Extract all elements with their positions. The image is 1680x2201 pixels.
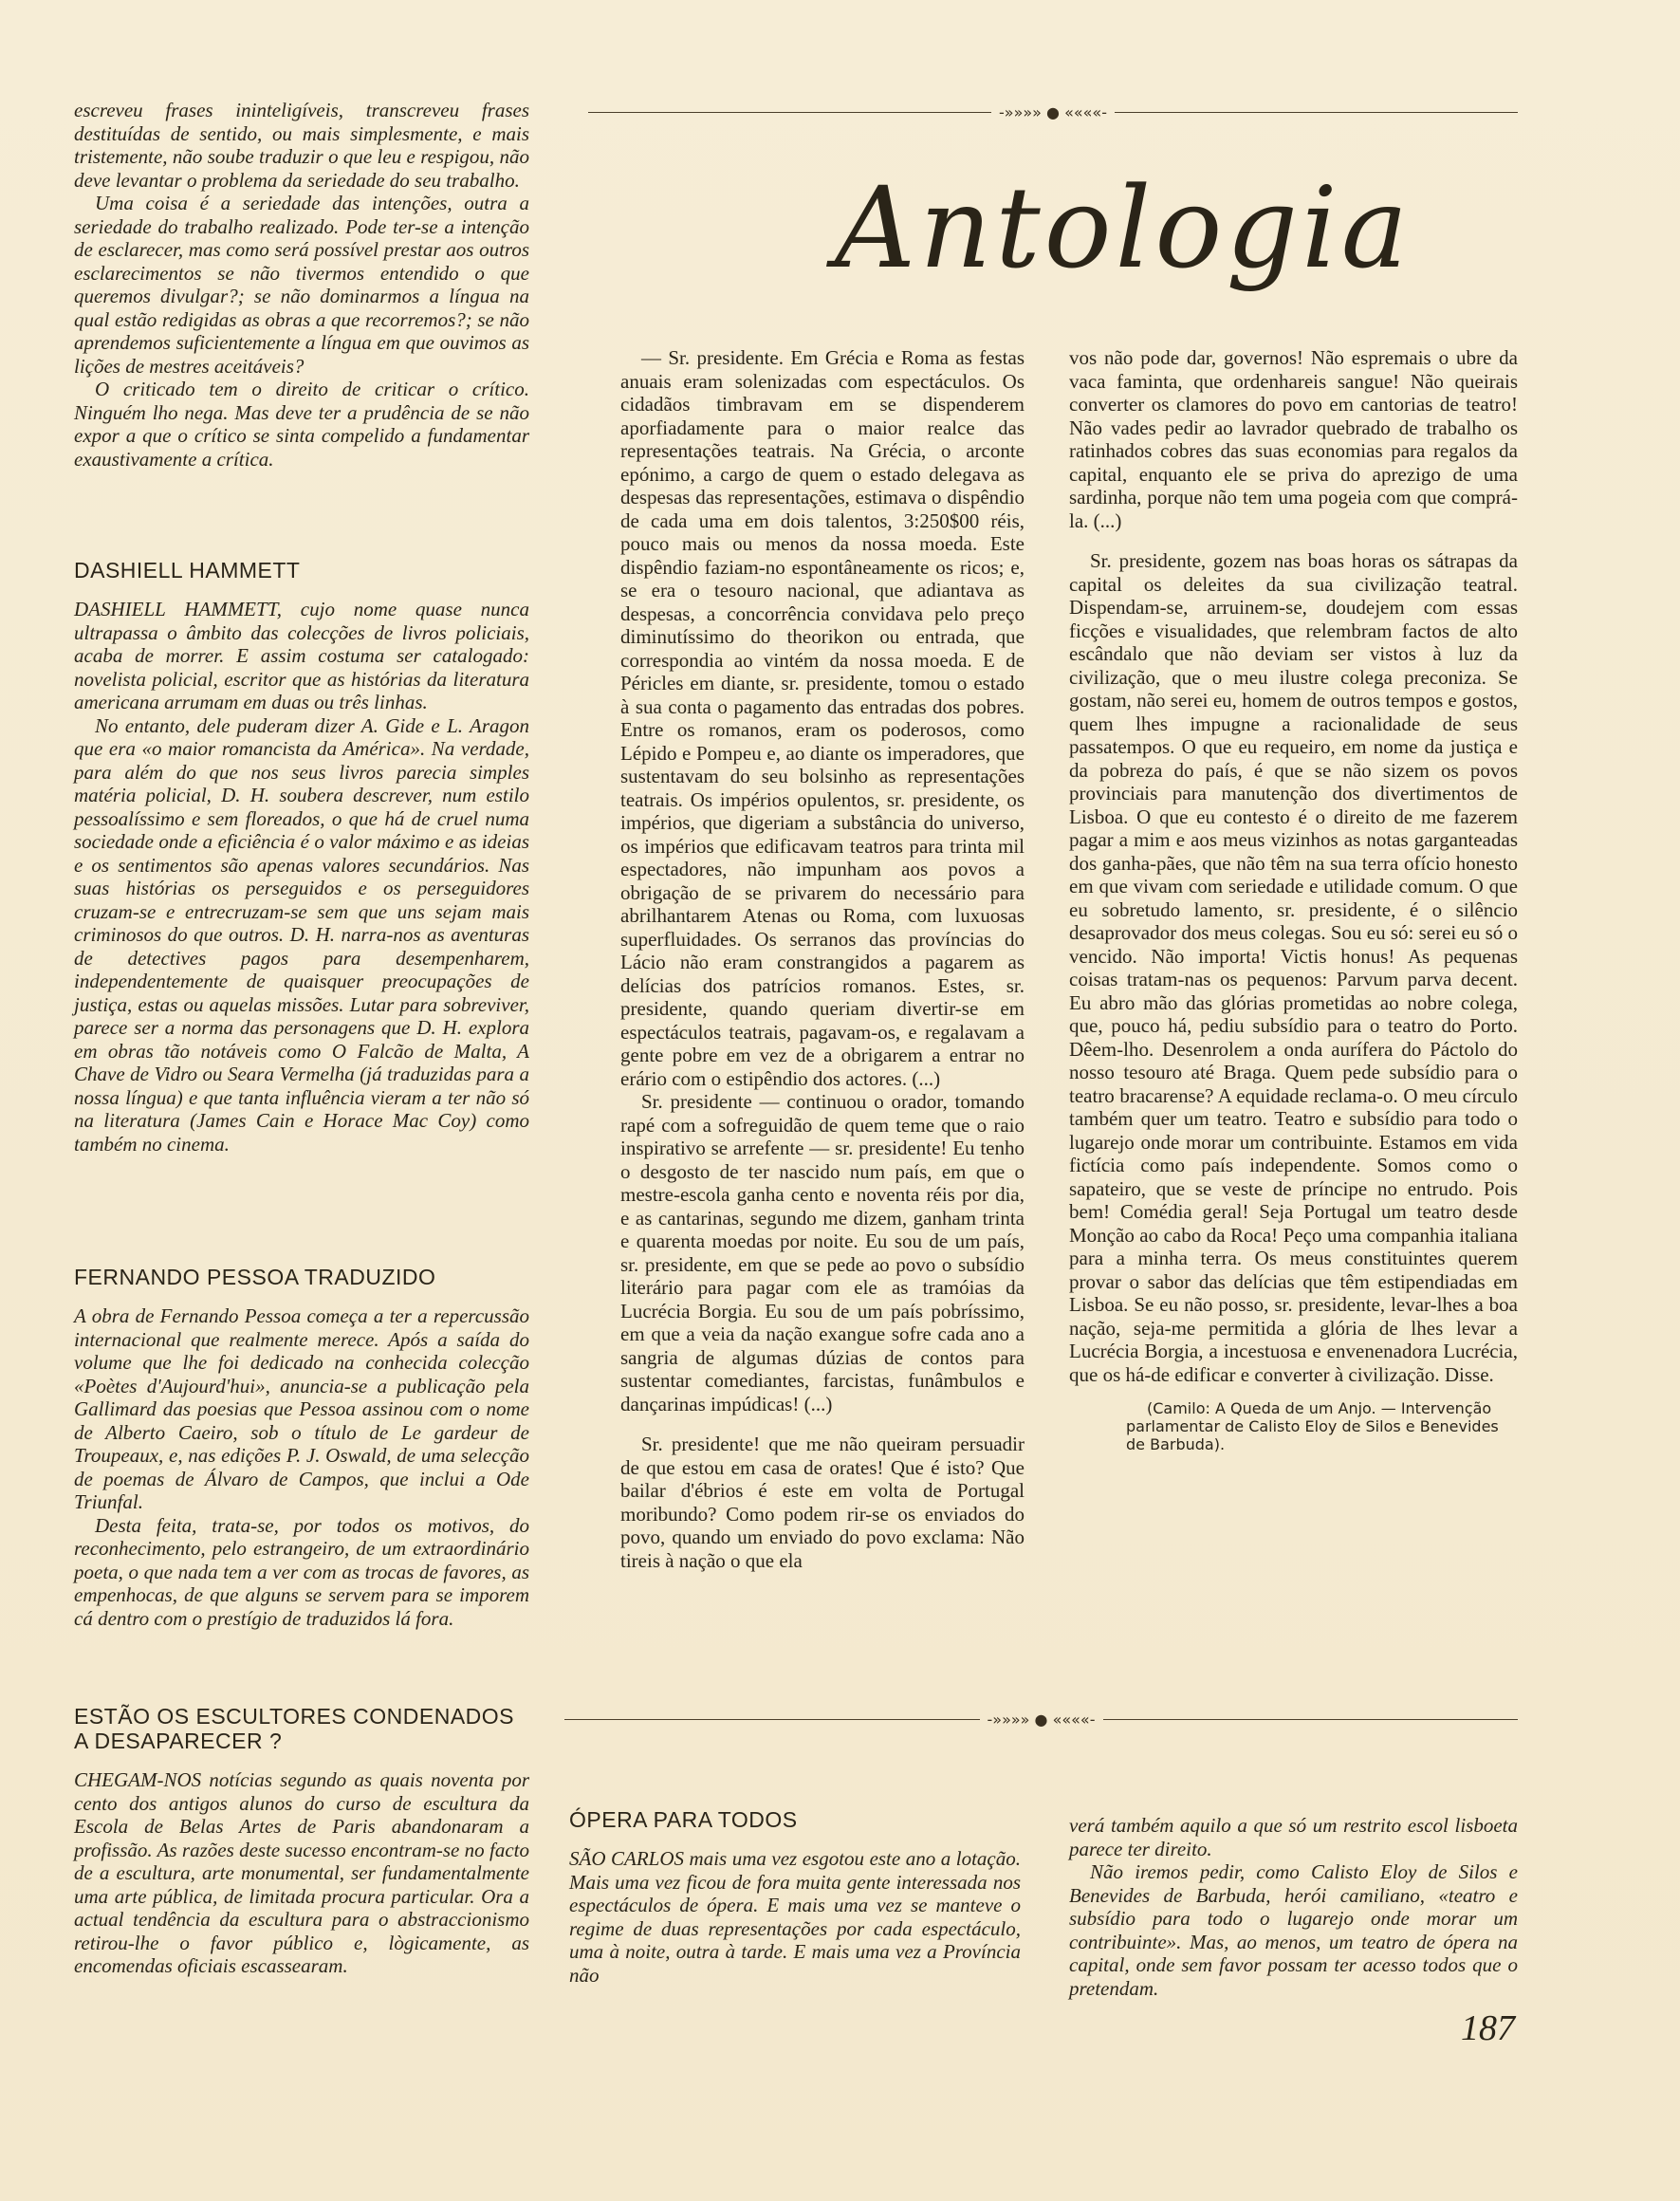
pessoa-section	[74, 1265, 529, 1630]
escultores-section	[74, 1704, 529, 1978]
left-paragraph-3: O criticado tem o direito de criticar o crítico. Ninguém lho nega. Mas deve ter a prudência de se não expor a que o crítico se sinta compelido a fundamentar exaustivamente a crítica.	[74, 378, 529, 471]
ornament-line-right	[1103, 1719, 1519, 1720]
ornament-line-left	[564, 1719, 980, 1720]
antologia-c1-paragraph-2: Sr. presidente — continuou o orador, tomando rapé com a sofreguidão de quem teme que o raio inspirativo se arrefente — sr. presidente! Eu tenho o desgosto de ter nascido num país, em que o mestre-escola ganha cento e noventa réis por dia, e as cantarinas, segundo me dizem, ganham trinta e quarenta moedas por noite. Eu sou de um país, sr. presidente, em que se pede ao povo o subsídio literário para pagar com ele as tramóias da Lucrécia Borgia. Eu sou de um país pobríssimo, em que a veia da nação exangue sofre cada ano a sangria de algumas dúzias de contos para sustentar comediantes, farcistas, funâmbulos e dançarinas impúdicas! (...)	[620, 1090, 1025, 1415]
escultores-title: ESTÃO OS ESCULTORES CONDENADOS A DESAPARECER ?	[74, 1704, 515, 1753]
pessoa-paragraph-1: A obra de Fernando Pessoa começa a ter a repercussão internacional que realmente merece. Após a saída do volume que lhe foi dedicado na conhecida colecção «Poètes d'Aujourd'hui», anuncia-se a publicação pela Gallimard das poesias que Pessoa assinou com o nome de Alberto Caeiro, sob o título de Le gardeur de Troupeaux, e, nas edições P. J. Oswald, de uma selecção de poemas de Álvaro de Campos, que inclui a Ode Triunfal.	[74, 1304, 529, 1513]
antologia-top-ornament	[588, 102, 1518, 121]
antologia-column-2	[1069, 346, 1518, 1453]
hammett-title: DASHIELL HAMMETT	[74, 558, 301, 583]
hammett-section	[74, 558, 529, 1156]
ornament-glyph: -»»»» ● ««««-	[987, 1710, 1096, 1729]
opera-paragraph-2: verá também aquilo a que só um restrito escol lisboeta parece ter direito.	[1069, 1814, 1518, 1860]
pessoa-title: FERNANDO PESSOA TRADUZIDO	[74, 1265, 436, 1289]
antologia-c2-paragraph-1: vos não pode dar, governos! Não espremais o ubre da vaca faminta, que ordenhareis sangue! Não queirais converter os clamores do povo em cantorias de teatro! Não vades pedir ao lavrador quebrado de trabalho os ratinhados cobres das suas economias para regalos da capital, enquanto ele se priva do aprezigo de uma sardinha, porque não tem uma pogeia com que comprá-la. (...)	[1069, 346, 1518, 532]
antologia-caption: (Camilo: A Queda de um Anjo. — Intervenção parlamentar de Calisto Eloy de Silos e Benevides de Barbuda).	[1126, 1399, 1499, 1453]
opera-paragraph-3: Não iremos pedir, como Calisto Eloy de Silos e Benevides de Barbuda, herói camiliano, «teatro e subsídio para todo o lugarejo onde morar um contribuinte». Mas, ao menos, um teatro de ópera na capital, onde sem favor possam ter acesso todos que o pretendam.	[1069, 1860, 1518, 2000]
ornament-line-left	[588, 112, 991, 113]
ornament-line-right	[1115, 112, 1518, 113]
opera-paragraph-1: SÃO CARLOS mais uma vez esgotou este ano a lotação. Mais uma vez ficou de fora muita gente interessada nos espectáculos de ópera. E mais uma vez se manteve o regime de duas representações por cada espectáculo, uma à noite, outra à tarde. E mais uma vez a Província não	[569, 1847, 1021, 1987]
opera-column-1	[569, 1807, 1021, 1987]
antologia-c1-paragraph-3: Sr. presidente! que me não queiram persuadir de que estou em casa de orates! Que é isto? Que bailar d'ébrios é este em volta de Portugal moribundo? Como podem rir-se os enviados do povo, quando um enviado do povo exclama: Não tireis à nação o que ela	[620, 1433, 1025, 1572]
antologia-title: Antologia	[835, 162, 1412, 293]
ornament-glyph: -»»»» ● ««««-	[999, 102, 1107, 121]
antologia-column-1	[620, 346, 1025, 1572]
hammett-paragraph-2: No entanto, dele puderam dizer A. Gide e L. Aragon que era «o maior romancista da América». Na verdade, para além do que nos seus livros parecia simples matéria policial, D. H. soubera descrever, num estilo pessoalíssimo e sem floreados, o que há de cruel numa sociedade onde a eficiência é o valor máximo e as ideias e os sentimentos são apenas valores secundários. Nas suas histórias os perseguidos e os perseguidores cruzam-se e entrecruzam-se sem que uns sejam mais criminosos do que outros. D. H. narra-nos as aventuras de detectives pagos para desempenharem, independentemente de quaisquer preocupações de justiça, estas ou aquelas missões. Lutar para sobreviver, parece ser a norma das personagens que D. H. explora em obras tão notáveis como O Falcão de Malta, A Chave de Vidro ou Seara Vermelha (já traduzidas para a nossa língua) e que tanta influência vieram a ter não só na literatura (James Cain e Horace Mac Coy) como também no cinema.	[74, 713, 529, 1156]
pessoa-paragraph-2: Desta feita, trata-se, por todos os motivos, do reconhecimento, pelo estrangeiro, de um extraordinário poeta, o que nada tem a ver com as trocas de favores, as empenhocas, de que alguns se servem para se imporem cá dentro com o prestígio de traduzidos lá fora.	[74, 1513, 529, 1630]
hammett-paragraph-1: DASHIELL HAMMETT, cujo nome quase nunca ultrapassa o âmbito das colecções de livros policiais, acaba de morrer. E assim costuma ser catalogado: novelista policial, escritor que as histórias da literatura americana arrumam em duas ou três linhas.	[74, 598, 529, 713]
escultores-paragraph-1: CHEGAM-NOS notícias segundo as quais noventa por cento dos antigos alunos do curso de escultura da Escola de Belas Artes de Paris abandonaram a profissão. As razões deste sucesso encontram-se no facto de a escultura, arte monumental, ser fundamentalmente uma arte pública, de limitada procura particular. Ora a actual tendência da escultura para o abstraccionismo retirou-lhe o favor público e, lògicamente, as encomendas oficiais escassearam.	[74, 1768, 529, 1977]
page-number: 187	[1461, 2008, 1515, 2048]
left-paragraph-1: escreveu frases ininteligíveis, transcreveu frases destituídas de sentido, ou mais simplesmente, e mais tristemente, não soube traduzir o que leu e respigou, não deve levantar o problema da seriedade do seu trabalho.	[74, 99, 529, 192]
opera-title: ÓPERA PARA TODOS	[569, 1807, 798, 1832]
left-paragraph-2: Uma coisa é a seriedade das intenções, outra a seriedade do trabalho realizado. Pode ter-se a intenção de esclarecer, mas como será possível prestar aos outros esclarecimentos se não tivermos entendido o que queremos divulgar?; se não dominarmos a língua na qual estão redigidas as obras a que recorremos?; se não aprendemos suficientemente a língua em que ouvimos as lições de mestres aceitáveis?	[74, 192, 529, 378]
antologia-c1-paragraph-1: — Sr. presidente. Em Grécia e Roma as festas anuais eram solenizadas com espectáculos. Os cidadãos timbravam em se dispenderem aporfiadamente para o maior realce das representações teatrais. Na Grécia, o arconte epónimo, a cargo de quem o estado delegava as despesas das representações, estimava o dispêndio de cada uma em dois talentos, 3:250$00 réis, pouco mais ou menos da nossa moeda. Este dispêndio faziam-no espontâneamente os ricos; e, se era o tesouro nacional, que adiantava as despesas, a concorrência convidava pelo preço diminutíssimo do theorikon ou entrada, que correspondia ao vintém da nossa moeda. E de Péricles em diante, sr. presidente, tomou o estado à sua conta o pagamento das entradas dos pobres. Entre os romanos, eram os poderosos, como Lépido e Pompeu e, ao diante os imperadores, que sustentavam do seu bolsinho as representações teatrais. Os impérios opulentos, sr. presidente, os impérios, que digeriam a substância do universo, os impérios que edificavam teatros para trinta mil espectadores, não impunham aos povos a obrigação de se privarem do necessário para abrilhantarem Atenas ou Roma, com luxuosas superfluidades. Os serranos das províncias do Lácio não eram constrangidos a pagarem as delícias dos patrícios romanos. Estes, sr. presidente, quando queriam divertir-se em espectáculos teatrais, pagavam-os, e regalavam a gente pobre em vez de a obrigarem a entrar no erário com o estipêndio dos actores. (...)	[620, 346, 1025, 1090]
opera-column-2	[1069, 1814, 1518, 2000]
left-column	[74, 99, 529, 471]
antologia-c2-paragraph-2: Sr. presidente, gozem nas boas horas os sátrapas da capital os deleites da sua civilização teatral. Dispendam-se, arruinem-se, doudejem com essas ficções e visualidades, que relembram factos de alto escândalo que não deviam ser vistos à luz da civilização, que o meu ilustre colega preconiza. Se gostam, não serei eu, homem de outros tempos e gostos, quem lhes impugne a racionalidade de seus passatempos. O que eu requeiro, em nome da justiça e da pobreza do país, é que se não sizem os povos provinciais para manutenção dos divertimentos de Lisboa. O que eu contesto é o direito de me fazerem pagar a mim e aos meus vizinhos as notas garganteadas dos ganha-pães, que não têm na sua terra ofício honesto em que vivam com seriedade e utilidade comum. O que eu sobretudo lamento, sr. presidente, é o silêncio desaprovador dos meus colegas. Sou eu só: serei eu só o vencido. Não importa! Victis honus! As pequenas coisas tratam-nas os pequenos: Parvum parva decent. Eu abro mão das glórias prometidas ao nobre colega, que, pouco há, pediu subsídio para o teatro do Porto. Dêem-lho. Desenrolem a onda aurífera do Páctolo do nosso tesouro até Braga. Quem pede subsídio para o teatro bracarense? A equidade reclama-o. O meu círculo também quer um teatro. Teatro e subsídio para todo o lugarejo onde morar um contribuinte. Estamos em vida fictícia como país independente. Somos como o sapateiro, que se veste de príncipe no entrudo. Pois bem! Comédia geral! Seja Portugal um teatro desde Monção ao cabo da Roca! Peço uma companhia italiana para a minha terra. Os meus constituintes querem provar o sabor das delícias que têm estipendiadas em Lisboa. Se eu não posso, sr. presidente, levar-lhes a boa nação, seja-me permitida a glória de lhes levar a Lucrécia Borgia, a incestuosa e envenenadora Lucrécia, que os há-de edificar e converter à civilização. Disse.	[1069, 549, 1518, 1386]
opera-top-ornament	[564, 1710, 1518, 1729]
